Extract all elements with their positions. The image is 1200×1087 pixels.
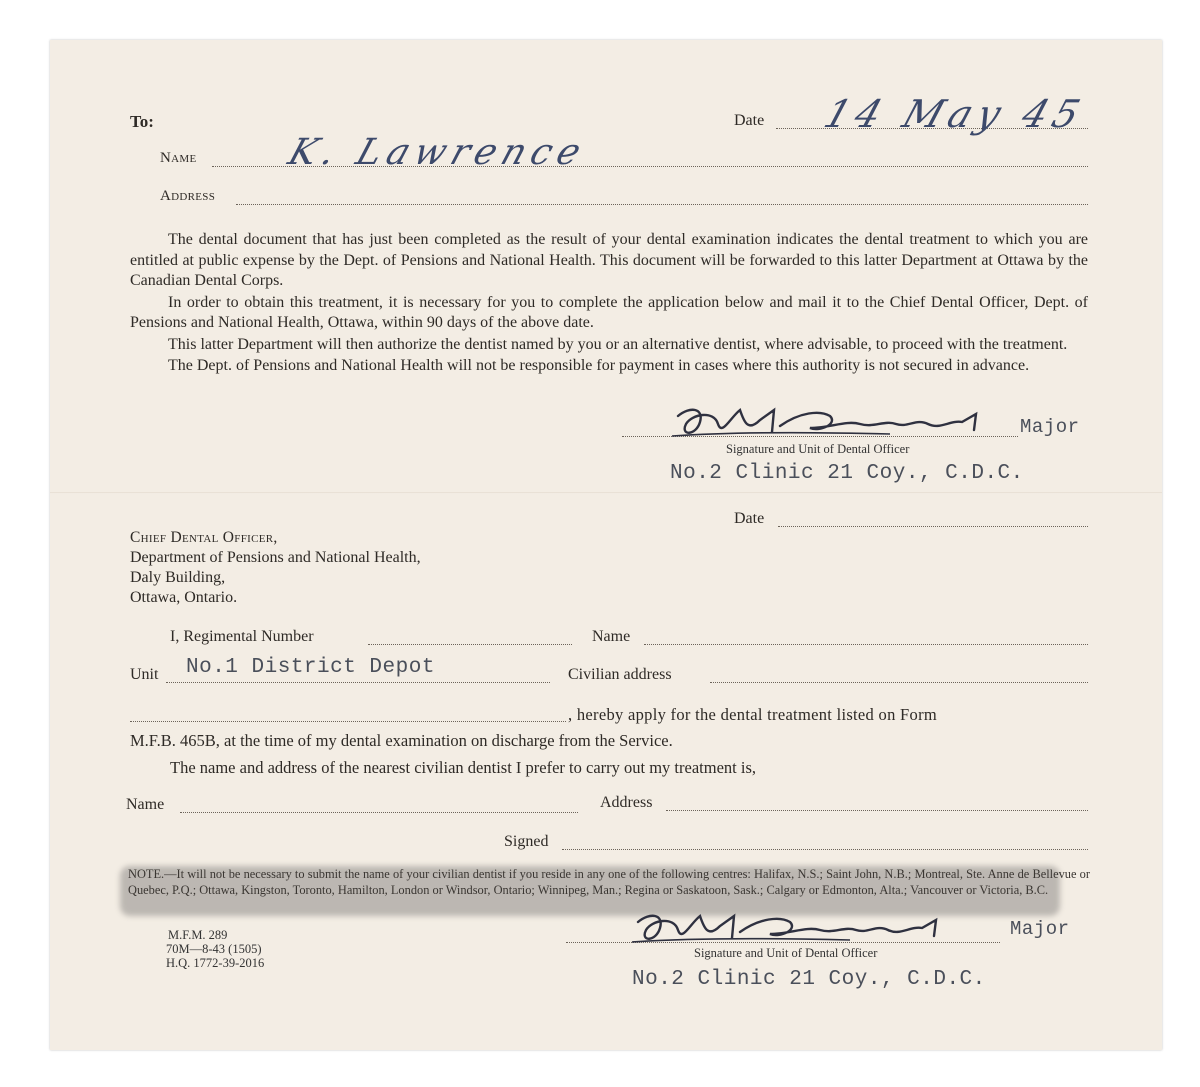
paragraph-4: The Dept. of Pensions and National Health will not be responsible for payment in cases where this authority is not secured in advance. (168, 357, 1030, 374)
fold-crease (50, 492, 1162, 494)
name-label: Name (160, 150, 197, 166)
form-code-3: H.Q. 1772-39-2016 (166, 956, 265, 970)
applicant-name-line (644, 644, 1088, 645)
application-date-line (778, 526, 1088, 527)
dentist-name-label: Name (126, 796, 165, 813)
unit-typed-value: No.1 District Depot (186, 656, 435, 679)
address-label: Address (160, 188, 216, 204)
civilian-address-line (710, 682, 1088, 683)
to-label: To: (130, 112, 154, 131)
name-handwritten: K. Lawrence (283, 132, 592, 173)
address-line (236, 204, 1088, 205)
unit-label: Unit (130, 666, 159, 683)
instructions (130, 230, 1088, 377)
application-date-label: Date (734, 510, 765, 527)
apply-text-2: M.F.B. 465B, at the time of my dental examination on discharge from the Service. (130, 731, 673, 750)
dentist-name-line (180, 812, 578, 813)
addressee-line-1: Chief Dental Officer, (130, 529, 278, 546)
date-label: Date (734, 112, 765, 129)
form-codes (166, 928, 264, 970)
form-code-1: M.F.M. 289 (168, 928, 228, 942)
unit-stamp-bottom: No.2 Clinic 21 Coy., C.D.C. (632, 968, 986, 991)
rank-bottom: Major (1010, 918, 1070, 940)
addressee-line-2: Department of Pensions and National Health, (130, 549, 421, 566)
paragraph-2: In order to obtain this treatment, it is necessary for you to complete the application below and mail it to the Chief Dental Officer, Dept. of Pensions and National Health, Ottawa, within 90 days of the above date. (130, 293, 1088, 331)
dentist-prompt: The name and address of the nearest civilian dentist I prefer to carry out my treatment is, (170, 758, 756, 777)
date-handwritten: 14 May 45 (818, 92, 1092, 136)
apply-text-1: , hereby apply for the dental treatment listed on Form (568, 705, 938, 724)
note-text: NOTE.—It will not be necessary to submit the name of your civilian dentist if you reside in any one of the following centres: Halifax, N.S.; Saint John, N.B.; Montreal, Ste. Anne de Bellevue or Quebec, P.Q.; Ottawa, Kingston, Toronto, Hamilton, London or Windsor, Ontario; Winnipeg, Man.; Regina or Saskatoon, Sask.; Calgary or Edmonton, Alta.; Vancouver or Victoria, B.C. (128, 867, 1090, 897)
signature-caption-bottom: Signature and Unit of Dental Officer (694, 946, 878, 960)
dentist-address-label: Address (600, 794, 653, 811)
regimental-number-label: I, Regimental Number (170, 628, 314, 645)
rank-top: Major (1020, 416, 1080, 438)
addressee-line-3: Daly Building, (130, 569, 226, 586)
unit-stamp-top: No.2 Clinic 21 Coy., C.D.C. (670, 462, 1024, 485)
signed-line (562, 849, 1088, 850)
paragraph-3: This latter Department will then authorize the dentist named by you or an alternative dentist, where advisable, to proceed with the treatment. (168, 335, 1068, 353)
signature-scrawl-top (670, 402, 1010, 444)
form-sheet (50, 40, 1162, 1050)
civilian-address-line-2 (130, 721, 566, 722)
signed-label: Signed (504, 833, 549, 850)
regimental-number-line (368, 644, 572, 645)
signature-caption-top: Signature and Unit of Dental Officer (726, 442, 910, 456)
dentist-address-line (666, 810, 1088, 811)
paragraph-1: The dental document that has just been completed as the result of your dental examination indicates the dental treatment to which you are entitled at public expense by the Dept. of Pensions and National Health. This document will be forwarded to this latter Department at Ottawa by the Canadian Dental Corps. (130, 231, 1088, 289)
applicant-name-label: Name (592, 628, 631, 645)
addressee-line-4: Ottawa, Ontario. (130, 589, 238, 606)
signature-scrawl-bottom (630, 908, 990, 950)
form-code-2: 70M—8-43 (1505) (166, 942, 262, 956)
civilian-address-label: Civilian address (568, 666, 672, 683)
addressee-block (130, 528, 421, 608)
unit-line (166, 682, 550, 683)
